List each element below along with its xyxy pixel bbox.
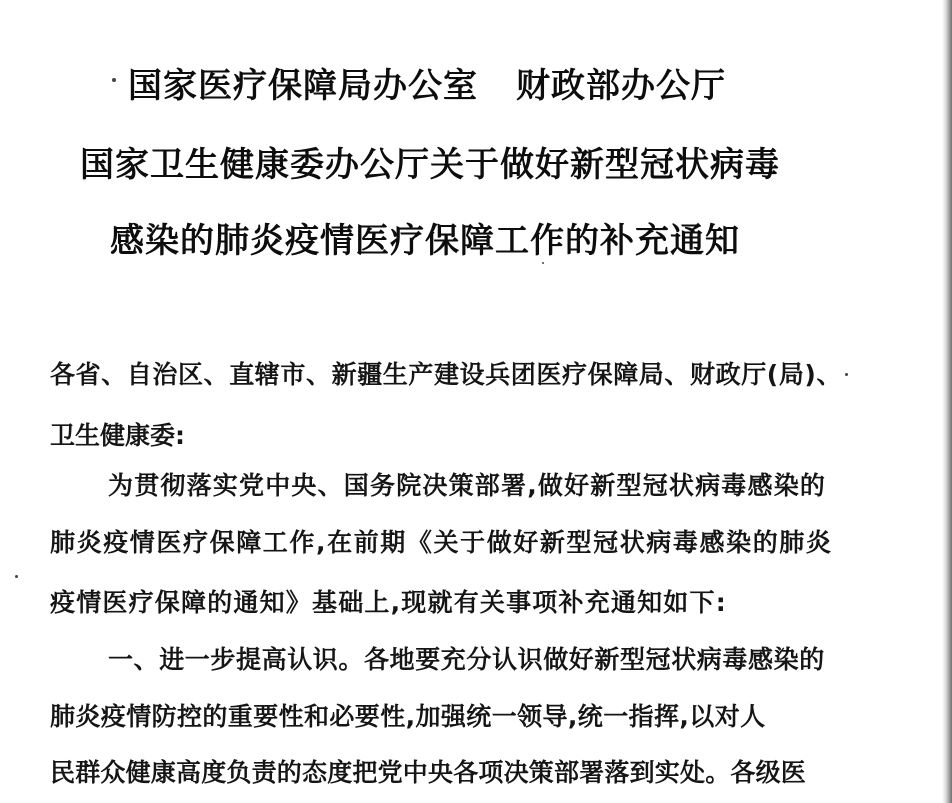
paragraph-1-line-2: 肺炎疫情医疗保障工作,在前期《关于做好新型冠状病毒感染的肺炎 [50, 528, 833, 557]
addressee-line-2: 卫生健康委: [50, 421, 185, 450]
addressee-line-1: 各省、自治区、直辖市、新疆生产建设兵团医疗保障局、财政厅(局)、 [50, 360, 843, 389]
paragraph-2-line-2: 肺炎疫情防控的重要性和必要性,加强统一领导,统一指挥,以对人 [50, 702, 766, 731]
issuer-nhsa-office: 国家医疗保障局办公室 [128, 66, 478, 106]
paragraph-2-line-1: 一、进一步提高认识。各地要充分认识做好新型冠状病毒感染的 [108, 645, 825, 674]
title-issuers-line [128, 58, 726, 107]
paragraph-1-line-3: 疫情医疗保障的通知》基础上,现就有关事项补充通知如下: [50, 588, 727, 617]
scan-speck [112, 78, 116, 82]
issuer-mof-office: 财政部办公厅 [516, 66, 726, 106]
scan-speck [15, 575, 18, 578]
paragraph-2-line-3: 民群众健康高度负责的态度把党中央各项决策部署落到实处。各级医 [50, 758, 807, 787]
scan-speck [542, 262, 544, 264]
title-line-2: 国家卫生健康委办公厅关于做好新型冠状病毒 [80, 145, 780, 185]
paragraph-1-line-1: 为贯彻落实党中央、国务院决策部署,做好新型冠状病毒感染的 [108, 471, 827, 500]
scan-edge-shadow [942, 0, 952, 803]
scan-speck [845, 373, 848, 376]
title-line-3: 感染的肺炎疫情医疗保障工作的补充通知 [110, 221, 740, 261]
